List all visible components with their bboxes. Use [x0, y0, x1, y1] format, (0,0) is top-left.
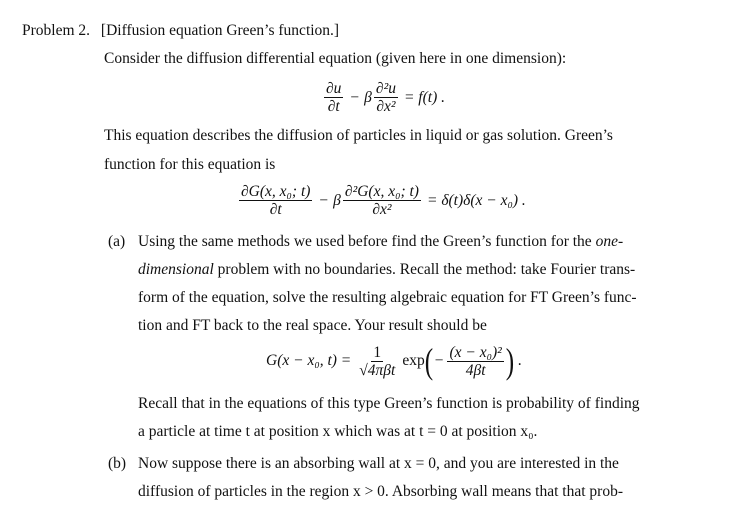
fraction-d2G-dx2: [343, 183, 421, 218]
frac-denominator: ∂x²: [372, 201, 392, 218]
description-line-2: function for this equation is: [104, 156, 276, 173]
period: .: [517, 352, 522, 369]
part-a-line-1: [138, 233, 623, 251]
equation-green-solution: [266, 343, 522, 379]
frac-numerator: 1: [373, 343, 382, 361]
beta-symbol: β: [333, 191, 341, 209]
minus-sign: −: [319, 191, 329, 209]
description-line-1: This equation describes the diffusion of particles in liquid or gas solution. Green’s: [104, 127, 613, 144]
fraction-d2u-dx2: [374, 80, 398, 115]
minus-sign: −: [434, 352, 444, 369]
frac-numerator: ∂G(x, x₀; t): [241, 183, 311, 200]
intro-text: Consider the diffusion differential equation (given here in one dimension):: [104, 50, 567, 67]
recall-line-1: Recall that in the equations of this type Green’s function is probability of finding: [138, 395, 640, 412]
equation-diffusion: [322, 80, 445, 115]
part-a-line-2: [138, 261, 635, 279]
part-a-label: (a): [108, 233, 126, 250]
frac-numerator: ∂²u: [375, 80, 396, 97]
fraction-exponent: [447, 344, 503, 379]
part-a-text: Using the same methods we used before find the Green’s function for the: [138, 233, 592, 250]
frac-denominator: ∂t: [269, 201, 282, 218]
emphasis-dimensional: dimensional: [138, 261, 214, 278]
fraction-dG-dt: [239, 183, 312, 218]
frac-numerator: (x − x₀)²: [449, 343, 502, 361]
frac-numerator: ∂²G(x, x₀; t): [344, 183, 419, 200]
part-b-label: (b): [108, 455, 127, 472]
frac-denominator: ∂t: [327, 98, 340, 115]
left-paren: (: [424, 341, 433, 381]
right-paren: ): [505, 341, 514, 381]
part-a-text: problem with no boundaries. Recall the method: take Fourier trans-: [217, 261, 636, 278]
frac-denominator: 4βt: [465, 361, 486, 379]
beta-symbol: β: [364, 88, 372, 106]
frac-denominator: √4πβt: [359, 361, 396, 379]
part-a-line-3: form of the equation, solve the resulting algebraic equation for FT Green’s func-: [138, 289, 637, 306]
equation-rhs: = f(t) .: [403, 88, 445, 106]
part-a-line-4: tion and FT back to the real space. Your result should be: [138, 317, 487, 334]
emphasis-one: one-: [595, 233, 624, 250]
frac-numerator: ∂u: [326, 80, 342, 97]
equation-rhs: = δ(t)δ(x − x₀) .: [426, 191, 526, 209]
minus-sign: −: [350, 88, 360, 106]
recall-line-2: a particle at time t at position x which was at t = 0 at position x₀.: [138, 423, 538, 440]
problem-number: Problem 2.: [22, 22, 91, 39]
fraction-normalization: [357, 344, 397, 379]
fraction-du-dt: [324, 80, 343, 115]
problem-title: [Diffusion equation Green’s function.]: [100, 22, 340, 39]
frac-denominator: ∂x²: [376, 98, 396, 115]
part-b-line-2: diffusion of particles in the region x > 0. Absorbing wall means that that prob-: [138, 483, 623, 500]
part-b-line-1: Now suppose there is an absorbing wall at x = 0, and you are interested in the: [138, 455, 619, 472]
problem-header: [22, 22, 339, 40]
equation-green: [237, 183, 526, 218]
exp-function: exp: [402, 352, 425, 369]
equation-lhs: G(x − x₀, t) =: [266, 352, 352, 369]
